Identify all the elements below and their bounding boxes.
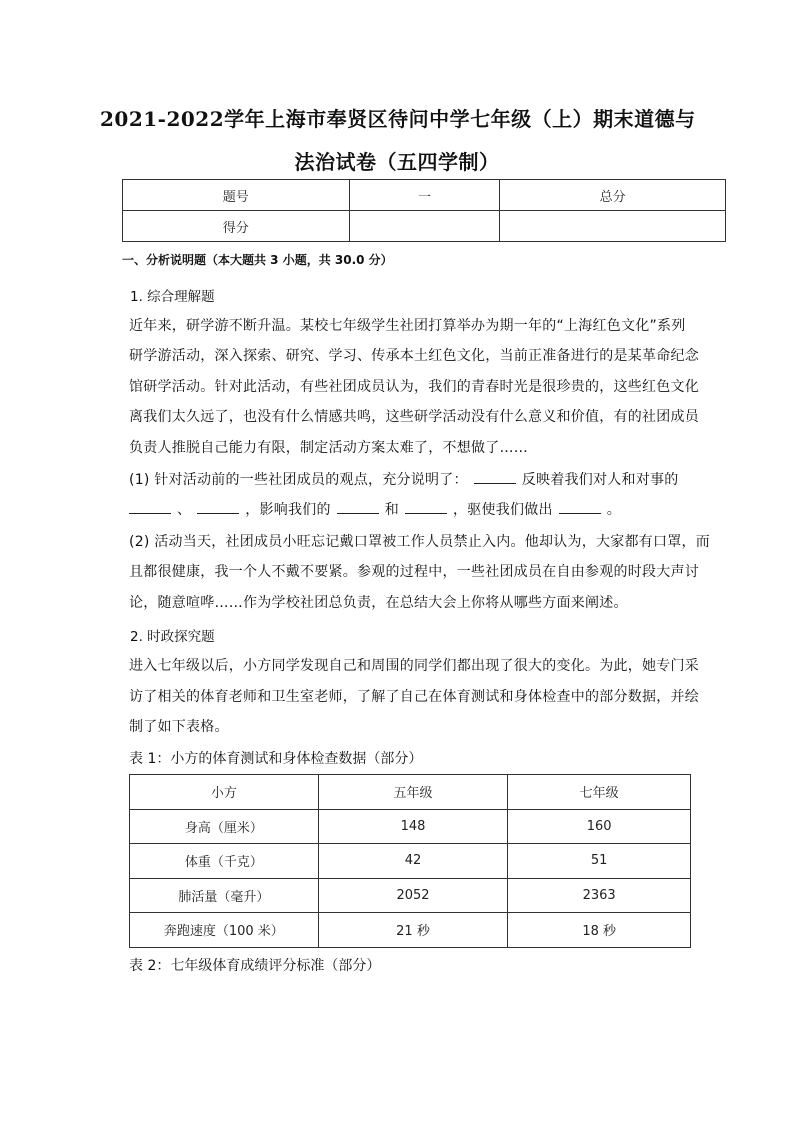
table-row — [130, 878, 691, 913]
table-header-cell: 小方 — [130, 775, 319, 810]
table-cell: 2363 — [508, 878, 691, 913]
question-1-text: 研学游活动，深入探索、研究、学习、传承本土红色文化，当前正准备进行的是某革命纪念 — [129, 348, 699, 364]
sub-question-text: 反映着我们对人和对事的 — [521, 472, 679, 488]
table-row — [130, 809, 691, 844]
sub-question-text: ，影响我们的 — [245, 502, 331, 518]
answer-blank — [474, 469, 516, 484]
physical-data-table — [129, 774, 691, 948]
question-2-text: 进入七年级以后，小方同学发现自己和周围的同学们都出现了很大的变化。为此，她专门采 — [129, 658, 699, 674]
sub-question-2-text: (2) 活动当天，社团成员小旺忘记戴口罩被工作人员禁止入内。他却认为，大家都有口罩，而 — [129, 534, 711, 550]
answer-blank — [197, 499, 239, 514]
table-cell: 160 — [508, 809, 691, 844]
question-1-text: 离我们太久远了，也没有什么情感共鸣，这些研学活动没有什么意义和价值，有的社团成员 — [129, 409, 699, 425]
table-row — [130, 844, 691, 879]
table-2-caption: 表 2：七年级体育成绩评分标准（部分） — [129, 958, 381, 974]
question-2-text: 制了如下表格。 — [129, 719, 229, 735]
question-1-text: 负责人推脱自己能力有限，制定活动方案太难了，不想做了…… — [129, 440, 528, 456]
table-cell: 148 — [318, 809, 508, 844]
table-row — [123, 211, 726, 242]
table-row — [130, 775, 691, 810]
answer-blank — [559, 499, 601, 514]
exam-title-line2: 法治试卷（五四学制） — [294, 150, 500, 174]
section-heading: 一、分析说明题（本大题共 3 小题，共 30.0 分） — [122, 253, 393, 267]
table-header-cell: 七年级 — [508, 775, 691, 810]
question-1-text: 馆研学活动。针对此活动，有些社团成员认为，我们的青春时光是很珍贵的，这些红色文化 — [129, 379, 699, 395]
sub-question-text: 。 — [606, 502, 621, 518]
question-2-text: 访了相关的体育老师和卫生室老师，了解了自己在体育测试和身体检查中的部分数据，并绘 — [129, 689, 699, 705]
score-label-cell: 得分 — [123, 211, 350, 242]
sub-question-2-text: 且都很健康，我一个人不戴不要紧。参观的过程中，一些社团成员在自由参观的时段大声讨 — [129, 564, 699, 580]
question-1-text: 近年来，研学游不断升温。某校七年级学生社团打算举办为期一年的“上海红色文化”系列 — [129, 318, 686, 334]
score-header-cell: 题号 — [123, 180, 350, 211]
table-cell: 奔跑速度（100 米） — [130, 913, 319, 948]
answer-blank — [129, 499, 171, 514]
score-header-cell: 总分 — [500, 180, 726, 211]
sub-question-text: ，驱使我们做出 — [453, 502, 553, 518]
table-cell: 21 秒 — [318, 913, 508, 948]
sub-question-2-text: 论，随意喧哗……作为学校社团总负责，在总结大会上你将从哪些方面来阐述。 — [129, 595, 628, 611]
table-header-cell: 五年级 — [318, 775, 508, 810]
table-row — [130, 913, 691, 948]
score-value-cell — [349, 211, 500, 242]
question-2-heading: 2. 时政探究题 — [130, 629, 215, 645]
score-total-cell — [500, 211, 726, 242]
exam-title-line1: 2021-2022学年上海市奉贤区待问中学七年级（上）期末道德与 — [100, 107, 696, 131]
table-cell: 42 — [318, 844, 508, 879]
sub-question-text: 、 — [177, 502, 192, 518]
sub-question-1-line2 — [129, 499, 621, 519]
table-1-caption: 表 1：小方的体育测试和身体检查数据（部分） — [129, 751, 423, 767]
answer-blank — [337, 499, 379, 514]
question-1-heading: 1. 综合理解题 — [130, 289, 215, 305]
table-cell: 2052 — [318, 878, 508, 913]
table-cell: 18 秒 — [508, 913, 691, 948]
table-cell: 身高（厘米） — [130, 809, 319, 844]
score-header-cell: 一 — [349, 180, 500, 211]
table-cell: 体重（千克） — [130, 844, 319, 879]
sub-question-text: 和 — [384, 502, 399, 518]
table-cell: 51 — [508, 844, 691, 879]
table-cell: 肺活量（毫升） — [130, 878, 319, 913]
sub-question-1-line1 — [129, 469, 679, 489]
sub-question-text: (1) 针对活动前的一些社团成员的观点，充分说明了： — [129, 472, 468, 488]
table-row — [123, 180, 726, 211]
answer-blank — [405, 499, 447, 514]
score-table — [122, 179, 726, 242]
